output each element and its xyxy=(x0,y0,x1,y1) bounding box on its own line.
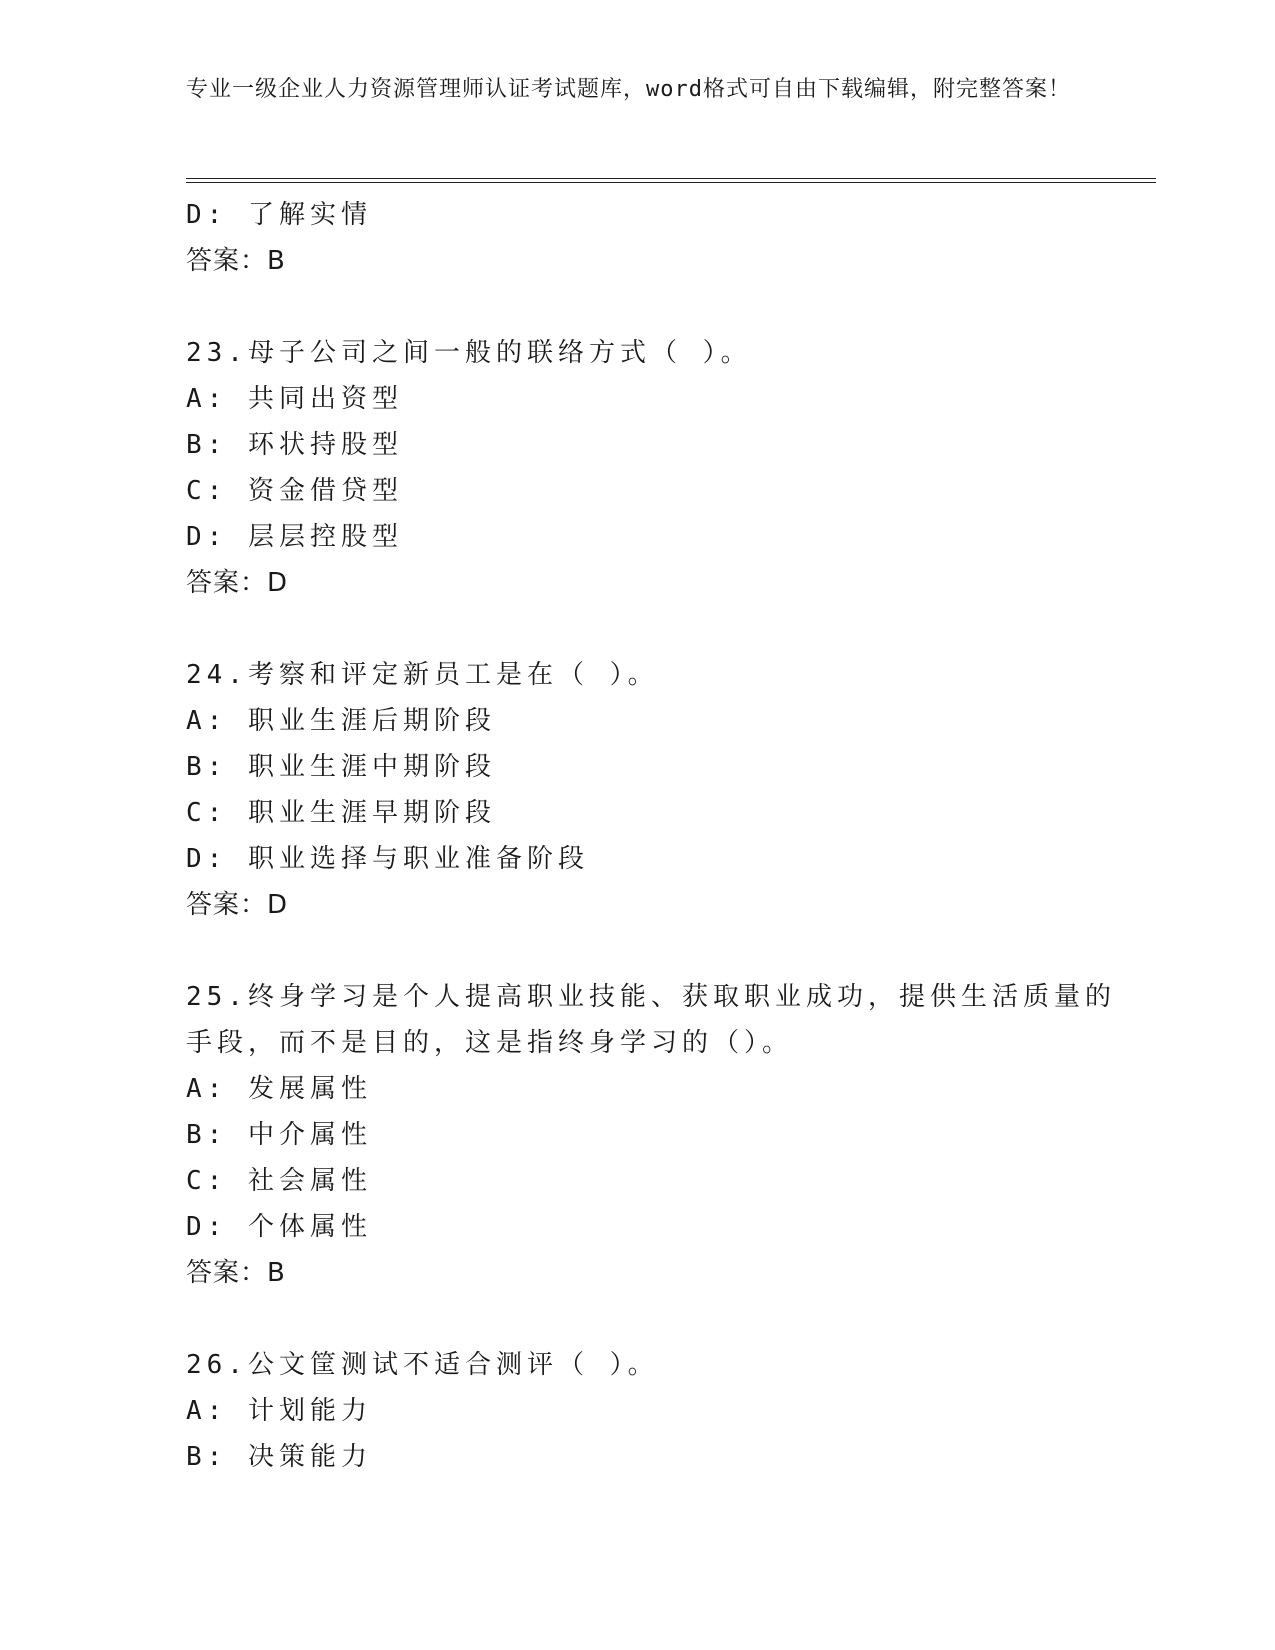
option-line: D: 了解实情 xyxy=(186,200,372,230)
question-spacer xyxy=(186,284,1146,330)
option-line: B: 中介属性 xyxy=(186,1120,372,1150)
option-line: A: 发展属性 xyxy=(186,1074,372,1104)
question-stem: 23.母子公司之间一般的联络方式（ ）。 xyxy=(186,338,752,368)
question-spacer xyxy=(186,1296,1146,1342)
question-spacer xyxy=(186,928,1146,974)
answer-line: 答案：D xyxy=(186,890,289,920)
answer-line: 答案：D xyxy=(186,568,289,598)
option-line: B: 环状持股型 xyxy=(186,430,403,460)
option-line: C: 资金借贷型 xyxy=(186,476,403,506)
header-divider xyxy=(186,178,1156,183)
question-spacer xyxy=(186,606,1146,652)
option-line: B: 决策能力 xyxy=(186,1442,372,1472)
option-line: C: 社会属性 xyxy=(186,1166,372,1196)
document-header: 专业一级企业人力资源管理师认证考试题库，word格式可自由下载编辑，附完整答案！ xyxy=(186,77,1071,102)
option-line: A: 计划能力 xyxy=(186,1396,372,1426)
answer-line: 答案：B xyxy=(186,1258,286,1288)
question-stem: 24.考察和评定新员工是在（ ）。 xyxy=(186,660,659,690)
option-line: A: 共同出资型 xyxy=(186,384,403,414)
question-stem: 26.公文筐测试不适合测评（ ）。 xyxy=(186,1350,659,1380)
option-line: C: 职业生涯早期阶段 xyxy=(186,798,496,828)
question-stem: 25.终身学习是个人提高职业技能、获取职业成功，提供生活质量的手段，而不是目的，这是指终身学习的（）。 xyxy=(186,982,1116,1058)
question-list xyxy=(186,192,1146,1480)
option-line: D: 职业选择与职业准备阶段 xyxy=(186,844,589,874)
option-line: B: 职业生涯中期阶段 xyxy=(186,752,496,782)
option-line: A: 职业生涯后期阶段 xyxy=(186,706,496,736)
option-line: D: 层层控股型 xyxy=(186,522,403,552)
option-line: D: 个体属性 xyxy=(186,1212,372,1242)
answer-line: 答案：B xyxy=(186,246,286,276)
